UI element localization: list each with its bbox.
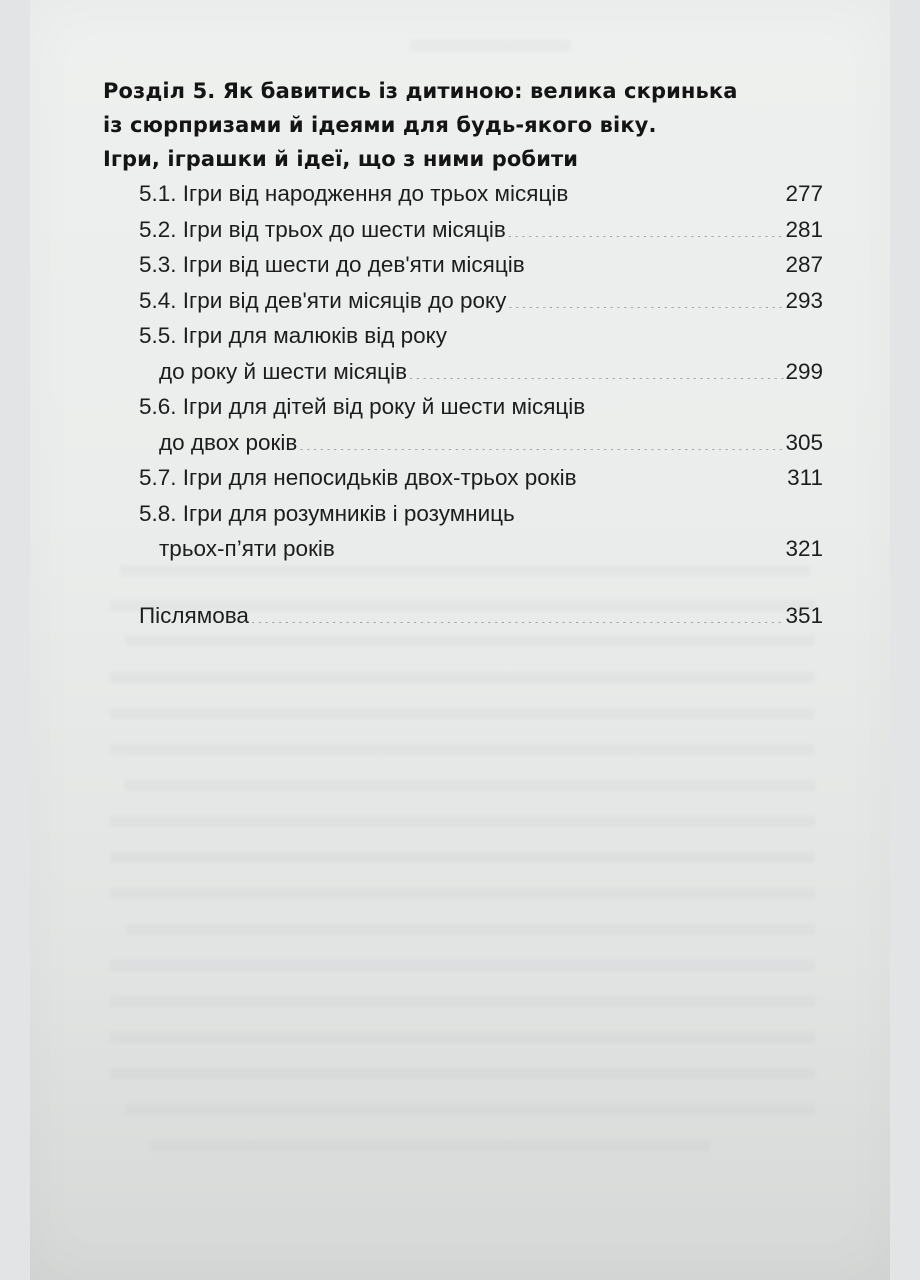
toc-page-number: 299 xyxy=(785,358,823,384)
section-spacer xyxy=(103,567,823,598)
toc-page-number: 287 xyxy=(785,252,823,277)
toc-entry-title: Післямова xyxy=(139,602,249,628)
toc-entry-title-continued: до року й шести місяців xyxy=(159,358,408,384)
toc-entry-title-continued: до двох років xyxy=(159,429,298,455)
table-of-contents xyxy=(103,74,823,633)
toc-entry[interactable] xyxy=(103,283,823,319)
chapter-heading-line: Ігри, іграшки й ідеї, що з ними робити xyxy=(103,147,579,171)
toc-entry[interactable] xyxy=(103,212,823,248)
chapter-heading-line: із сюрпризами й ідеями для будь-якого віку. xyxy=(103,113,657,137)
toc-page-number: 321 xyxy=(785,536,823,561)
toc-entry[interactable] xyxy=(103,176,823,212)
toc-entry-afterword[interactable] xyxy=(103,598,823,634)
toc-entry[interactable] xyxy=(103,247,823,283)
toc-page-number: 351 xyxy=(785,602,823,628)
dot-leader xyxy=(507,285,784,308)
dot-leader xyxy=(526,250,785,273)
chapter-heading-line: Розділ 5. Як бавитись із дитиною: велика скринька xyxy=(103,79,738,103)
toc-entry-title: 5.1. Ігри від народження до трьох місяців xyxy=(139,181,569,206)
toc-page-number: 281 xyxy=(785,216,823,242)
toc-entry[interactable] xyxy=(103,389,823,460)
dot-leader xyxy=(250,600,785,623)
toc-entry[interactable] xyxy=(103,318,823,389)
chapter-heading xyxy=(103,74,823,176)
toc-page-number: 293 xyxy=(785,287,823,313)
toc-entry-title-continued: трьох-п’яти років xyxy=(159,536,335,561)
toc-page-number: 305 xyxy=(785,429,823,455)
dot-leader xyxy=(408,356,784,379)
dot-leader xyxy=(569,179,784,202)
toc-entry[interactable] xyxy=(103,460,823,496)
toc-page-number: 311 xyxy=(787,465,823,490)
dot-leader xyxy=(578,463,787,486)
book-page xyxy=(30,0,890,1280)
toc-entry-title: 5.6. Ігри для дітей від року й шести місяців xyxy=(139,394,586,419)
dot-leader xyxy=(336,534,785,557)
toc-page-number: 277 xyxy=(785,181,823,206)
toc-entries xyxy=(103,176,823,633)
toc-entry-title: 5.7. Ігри для непосидьків двох-трьох років xyxy=(139,465,577,490)
toc-entry-title: 5.2. Ігри від трьох до шести місяців xyxy=(139,216,506,242)
toc-entry-title: 5.4. Ігри від дев'яти місяців до року xyxy=(139,287,507,313)
toc-entry-title: 5.5. Ігри для малюків від року xyxy=(139,323,448,348)
toc-entry-title: 5.8. Ігри для розумників і розумниць xyxy=(139,500,515,526)
dot-leader xyxy=(507,214,785,237)
toc-entry[interactable] xyxy=(103,496,823,567)
dot-leader xyxy=(298,427,784,450)
toc-entry-title: 5.3. Ігри від шести до дев'яти місяців xyxy=(139,252,525,277)
